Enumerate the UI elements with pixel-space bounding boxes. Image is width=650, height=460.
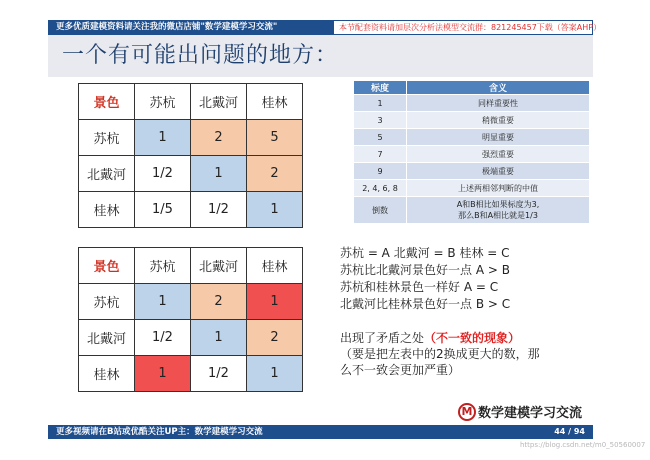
matrix-row-header: 苏杭 <box>79 120 135 156</box>
conclusion-highlight: （不一致的现象） <box>424 331 521 345</box>
matrix-corner-label: 景色 <box>79 84 135 120</box>
slide-title: 一个有可能出问题的地方： <box>62 43 339 68</box>
matrix-cell: 1 <box>247 192 303 228</box>
m-logo-icon: M <box>458 403 476 421</box>
matrix-row-header: 桂林 <box>79 356 135 392</box>
matrix-row <box>79 284 303 320</box>
matrix-row <box>79 156 303 192</box>
matrix-row-header: 桂林 <box>79 192 135 228</box>
matrix-row-header: 北戴河 <box>79 320 135 356</box>
matrix-cell: 1/2 <box>191 192 247 228</box>
matrix-cell: 2 <box>191 284 247 320</box>
relation-line: 北戴河比桂林景色好一点 B > C <box>340 297 511 311</box>
scale-table-header <box>354 81 590 95</box>
conclusion-line <box>340 330 540 346</box>
matrix-cell: 1 <box>247 356 303 392</box>
matrix-row <box>79 320 303 356</box>
matrix-row-header: 北戴河 <box>79 156 135 192</box>
scale-row <box>354 180 590 197</box>
scale-header-cell: 标度 <box>354 81 407 95</box>
matrix-cell: 5 <box>247 120 303 156</box>
conclusion-text <box>340 330 540 378</box>
top-banner <box>48 20 602 35</box>
bottom-banner-text: 更多视频请在B站或优酷关注UP主：数学建模学习交流 <box>56 427 263 437</box>
scale-value: 1 <box>354 95 407 112</box>
scale-meaning-line: 那么B和A相比就是1/3 <box>458 211 538 220</box>
scale-row <box>354 112 590 129</box>
bottom-banner <box>48 425 593 439</box>
comparison-matrix-2 <box>78 247 303 392</box>
matrix-cell-inconsistent: 1 <box>247 284 303 320</box>
matrix-cell-inconsistent: 1 <box>135 356 191 392</box>
scale-meaning: 稍微重要 <box>407 112 590 129</box>
scale-meaning: 极端重要 <box>407 163 590 180</box>
scale-row <box>354 129 590 146</box>
title-band <box>48 35 593 77</box>
scale-row <box>354 197 590 224</box>
top-banner-note-text: 本节配套资料请加层次分析法模型交流群：821245457下载（答案AHP） <box>339 23 602 32</box>
matrix-cell: 1 <box>135 120 191 156</box>
scale-value: 3 <box>354 112 407 129</box>
matrix-col-header: 苏杭 <box>135 248 191 284</box>
matrix-row-header: 苏杭 <box>79 284 135 320</box>
matrix-cell: 2 <box>247 156 303 192</box>
matrix-row <box>79 120 303 156</box>
scale-meaning-line: A和B相比如果标度为3, <box>456 200 540 209</box>
scale-meaning: 强烈重要 <box>407 146 590 163</box>
conclusion-prefix: 出现了矛盾之处 <box>340 331 425 345</box>
scale-meaning: 同样重要性 <box>407 95 590 112</box>
scale-value: 2, 4, 6, 8 <box>354 180 407 197</box>
conclusion-line: （要是把左表中的2换成更大的数，那 <box>340 347 540 361</box>
scale-row <box>354 146 590 163</box>
matrix-cell: 2 <box>247 320 303 356</box>
conclusion-line: 么不一致会更加严重） <box>340 363 461 377</box>
matrix-row <box>79 356 303 392</box>
scale-row <box>354 163 590 180</box>
watermark-text: https://blog.csdn.net/m0_50560007 <box>520 441 646 449</box>
matrix-cell: 1/2 <box>191 356 247 392</box>
matrix-header-row <box>79 84 303 120</box>
scale-value: 7 <box>354 146 407 163</box>
scale-meaning: 明显重要 <box>407 129 590 146</box>
scale-value: 倒数 <box>354 197 407 224</box>
matrix-cell: 1 <box>191 156 247 192</box>
matrix-corner-label: 景色 <box>79 248 135 284</box>
brand-name: 数学建模学习交流 <box>478 406 583 421</box>
scale-value: 5 <box>354 129 407 146</box>
scale-value: 9 <box>354 163 407 180</box>
scale-meaning: 上述两相邻判断的中值 <box>407 180 590 197</box>
matrix-col-header: 北戴河 <box>191 84 247 120</box>
matrix-cell: 2 <box>191 120 247 156</box>
matrix-cell: 1 <box>135 284 191 320</box>
matrix-cell: 1/2 <box>135 156 191 192</box>
comparison-matrix-1 <box>78 83 303 228</box>
scale-meaning <box>407 197 590 224</box>
matrix-col-header: 桂林 <box>247 84 303 120</box>
matrix-col-header: 北戴河 <box>191 248 247 284</box>
relation-list <box>340 245 510 313</box>
top-banner-text: 更多优质建模资料请关注我的微店店铺"数学建模学习交流" <box>56 22 278 32</box>
brand-logo <box>458 401 582 421</box>
relation-line: 苏杭 = A 北戴河 = B 桂林 = C <box>340 246 510 260</box>
relation-line: 苏杭和桂林景色一样好 A = C <box>340 280 499 294</box>
matrix-row <box>79 192 303 228</box>
matrix-cell: 1/2 <box>135 320 191 356</box>
matrix-col-header: 苏杭 <box>135 84 191 120</box>
matrix-header-row <box>79 248 303 284</box>
matrix-col-header: 桂林 <box>247 248 303 284</box>
scale-header-cell: 含义 <box>407 81 590 95</box>
relation-line: 苏杭比北戴河景色好一点 A > B <box>340 263 510 277</box>
scale-table <box>353 80 590 224</box>
matrix-cell: 1 <box>191 320 247 356</box>
scale-row <box>354 95 590 112</box>
matrix-cell: 1/5 <box>135 192 191 228</box>
top-banner-note <box>333 20 602 35</box>
page-number: 44 / 94 <box>554 427 585 436</box>
